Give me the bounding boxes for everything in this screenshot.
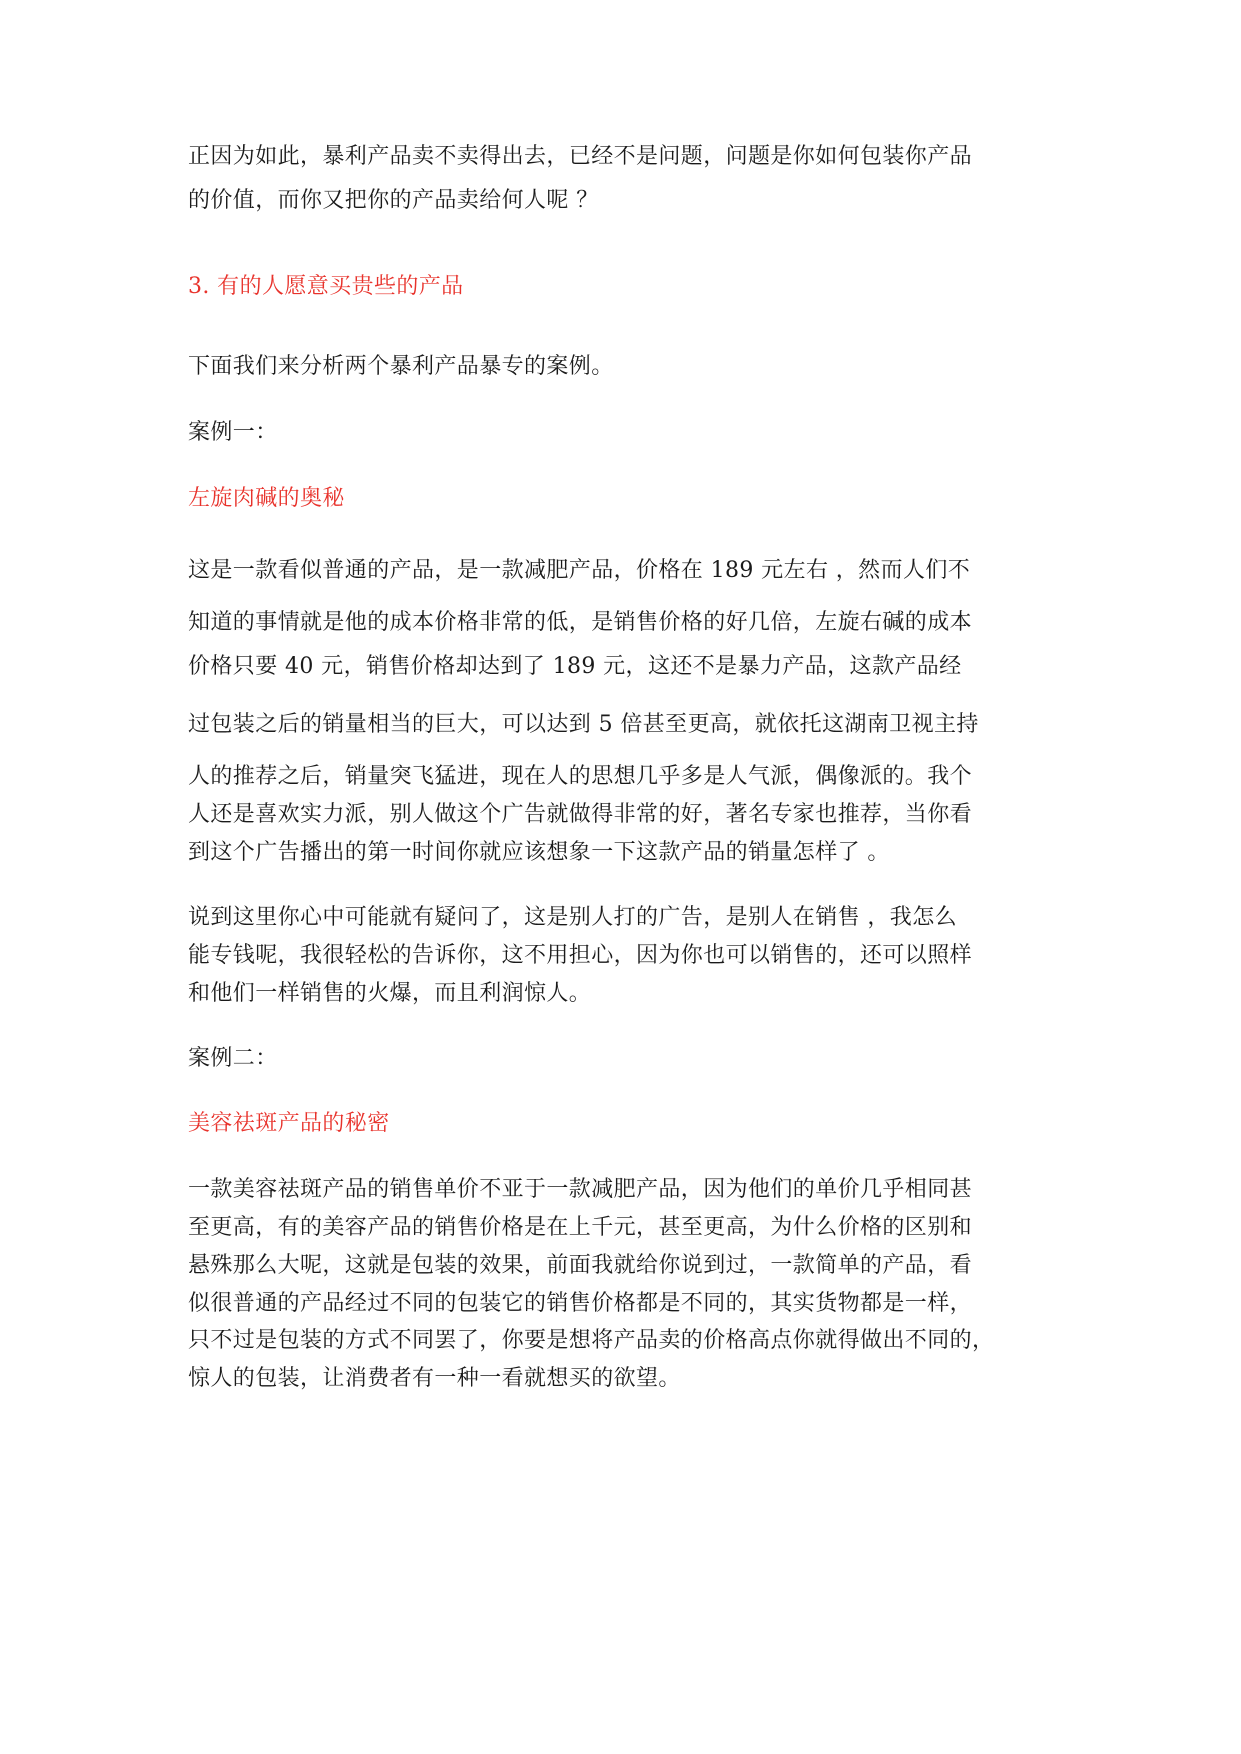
paragraph-line: 人还是喜欢实力派，别人做这个广告就做得非常的好，著名专家也推荐，当你看 <box>188 802 973 827</box>
paragraph-line: 知道的事情就是他的成本价格非常的低，是销售价格的好几倍，左旋右碱的成本 <box>188 610 973 635</box>
section-heading: 3. 有的人愿意买贵些的产品 <box>188 274 464 299</box>
case-label: 案例一： <box>188 420 278 445</box>
case-title: 美容祛斑产品的秘密 <box>188 1111 390 1136</box>
paragraph-line: 过包装之后的销量相当的巨大，可以达到 5 倍甚至更高，就依托这湖南卫视主持 <box>188 712 979 737</box>
paragraph-line: 能专钱呢，我很轻松的告诉你，这不用担心，因为你也可以销售的，还可以照样 <box>188 943 973 968</box>
intro-text: 下面我们来分析两个暴利产品暴专的案例。 <box>188 354 614 379</box>
paragraph-line: 和他们一样销售的火爆，而且利润惊人。 <box>188 981 592 1006</box>
paragraph-line: 悬殊那么大呢，这就是包装的效果，前面我就给你说到过，一款简单的产品，看 <box>188 1253 973 1278</box>
paragraph-line: 价格只要 40 元，销售价格却达到了 189 元，这还不是暴力产品，这款产品经 <box>188 654 962 679</box>
paragraph-line: 至更高，有的美容产品的销售价格是在上千元，甚至更高，为什么价格的区别和 <box>188 1215 973 1240</box>
paragraph-line: 只不过是包装的方式不同罢了，你要是想将产品卖的价格高点你就得做出不同的， <box>188 1328 995 1353</box>
paragraph-line: 的价值，而你又把你的产品卖给何人呢 ？ <box>188 188 599 213</box>
paragraph-line: 到这个广告播出的第一时间你就应该想象一下这款产品的销量怎样了 。 <box>188 840 890 865</box>
paragraph-line: 人的推荐之后，销量突飞猛进，现在人的思想几乎多是人气派，偶像派的。我个 <box>188 764 973 789</box>
paragraph-line: 这是一款看似普通的产品，是一款减肥产品，价格在 189 元左右 ，然而人们不 <box>188 558 971 583</box>
case-title: 左旋肉碱的奥秘 <box>188 486 345 511</box>
case-label: 案例二： <box>188 1046 278 1071</box>
paragraph-line: 一款美容祛斑产品的销售单价不亚于一款减肥产品，因为他们的单价几乎相同甚 <box>188 1177 973 1202</box>
paragraph-line: 似很普通的产品经过不同的包装它的销售价格都是不同的，其实货物都是一样， <box>188 1291 973 1316</box>
paragraph-line: 正因为如此，暴利产品卖不卖得出去，已经不是问题，问题是你如何包装你产品 <box>188 144 973 169</box>
paragraph-line: 惊人的包装，让消费者有一种一看就想买的欲望。 <box>188 1366 681 1391</box>
paragraph-line: 说到这里你心中可能就有疑问了，这是别人打的广告，是别人在销售 ，我怎么 <box>188 905 957 930</box>
